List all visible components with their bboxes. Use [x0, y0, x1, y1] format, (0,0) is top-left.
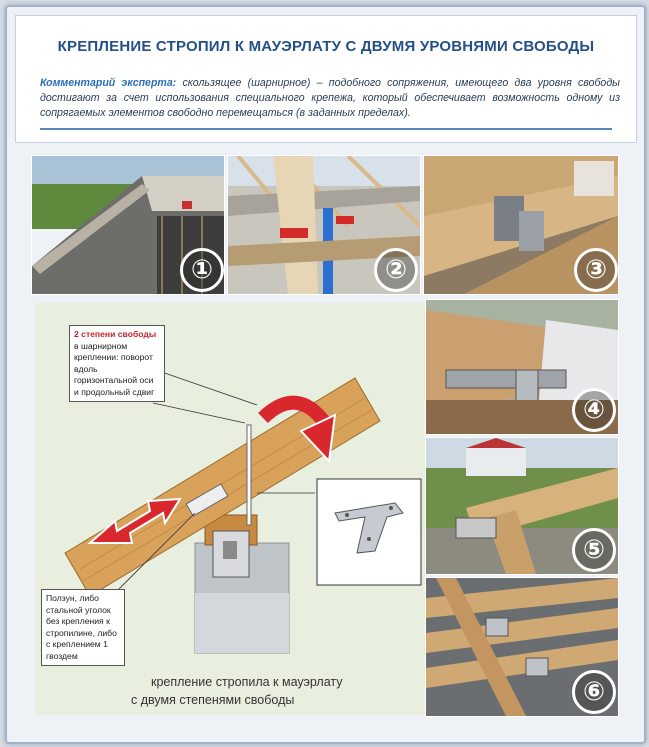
photo-number-3: ③ — [574, 248, 618, 292]
header-divider — [40, 128, 612, 130]
freedom-note-text: в шарнирном креплении: поворот вдоль горизонтальной оси и продольный сдвиг — [74, 340, 155, 397]
photo-4 — [425, 299, 619, 435]
photo-5 — [425, 437, 619, 575]
comment-text: скользящее (шарнирное) – подобного сопряжения, имеющего два уровня свободы достигают за счет использования специального крепежа, который обеспечивает возможность одному из сопрягаемых элементов свободно перемещаться (в заданных пределах). — [40, 77, 620, 119]
photo-1 — [31, 155, 225, 295]
photo-6 — [425, 577, 619, 717]
photo-number-4: ④ — [572, 388, 616, 432]
rafter-diagram — [35, 303, 425, 715]
photo-number-6: ⑥ — [572, 670, 616, 714]
diagram-caption-line2: с двумя степенями свободы — [131, 693, 295, 707]
photo-number-5: ⑤ — [572, 528, 616, 572]
header-panel — [15, 15, 637, 143]
photo-number-1: ① — [180, 248, 224, 292]
infographic-frame — [5, 5, 646, 744]
expert-comment — [40, 76, 620, 121]
comment-label: Комментарий эксперта: — [40, 77, 177, 89]
freedom-note-title: 2 степени свободы — [74, 329, 157, 339]
slider-note-text: Ползун, либо стальной уголок без крепления к стропилине, либо с креплением 1 гвоздем — [46, 593, 117, 661]
freedom-note — [69, 325, 165, 402]
photo-3 — [423, 155, 619, 295]
slider-note — [41, 589, 125, 666]
page-title: КРЕПЛЕНИЕ СТРОПИЛ К МАУЭРЛАТУ С ДВУМЯ УРОВНЯМИ СВОБОДЫ — [57, 38, 595, 55]
photo-2 — [227, 155, 421, 295]
photo-number-2: ② — [374, 248, 418, 292]
diagram-caption-line1: крепление стропила к мауэрлату — [151, 675, 343, 689]
